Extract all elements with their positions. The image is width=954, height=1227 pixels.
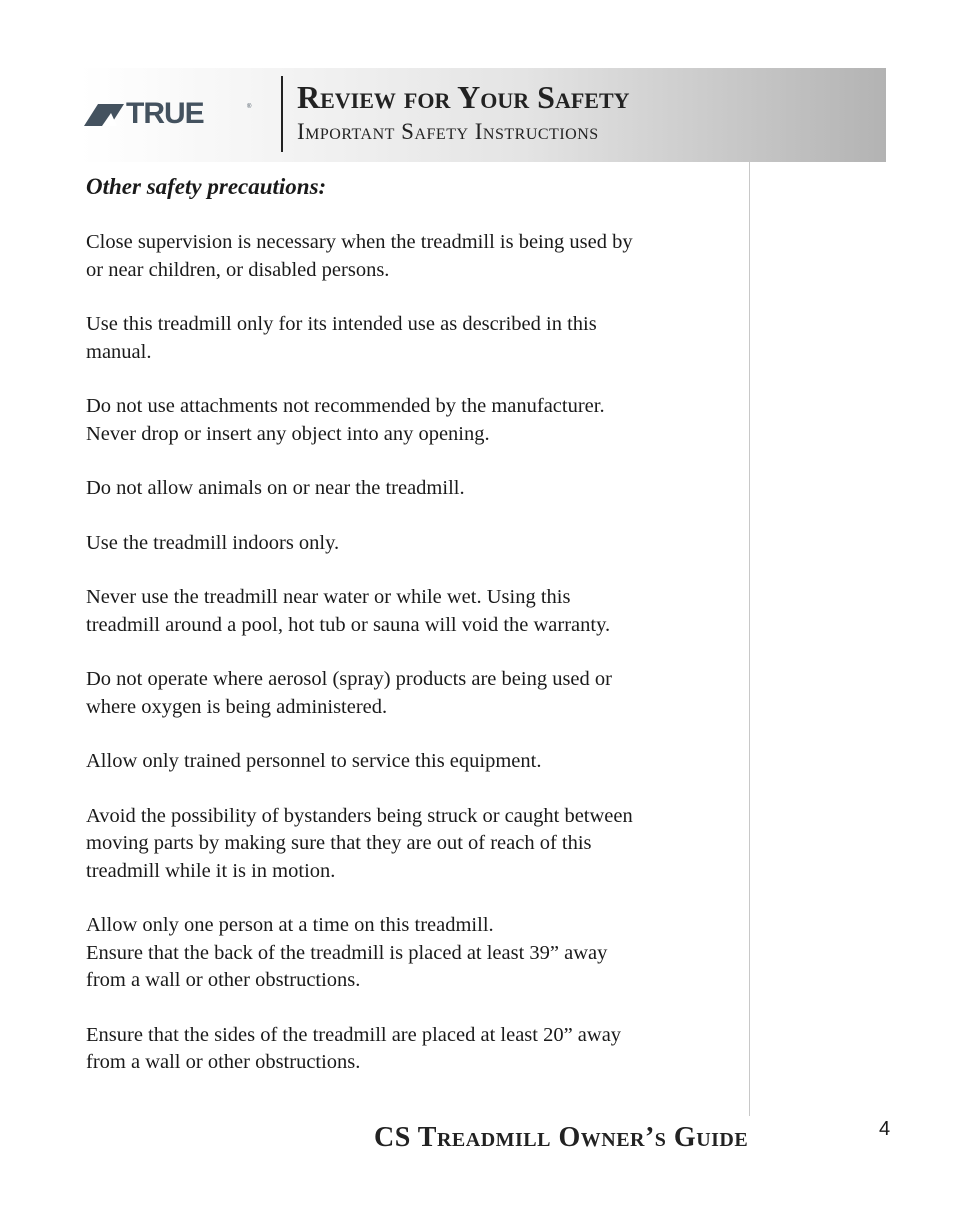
paragraph: Allow only trained personnel to service this equipment.: [86, 750, 542, 772]
paragraph: Allow only one person at a time on this treadmill. Ensure that the back of the treadmill is placed at least 39” away from a wall or other obstructions.: [86, 914, 608, 991]
safety-precautions-list: [86, 229, 726, 1104]
page-subtitle: Important Safety Instructions: [297, 119, 599, 144]
paragraph: Do not operate where aerosol (spray) products are being used or where oxygen is being administered.: [86, 668, 612, 718]
registered-mark: ®: [247, 104, 252, 110]
paragraph: Do not allow animals on or near the treadmill.: [86, 477, 465, 499]
paragraph: Never use the treadmill near water or while wet. Using this treadmill around a pool, hot tub or sauna will void the warranty.: [86, 586, 611, 636]
paragraph: Do not use attachments not recommended by the manufacturer. Never drop or insert any object into any opening.: [86, 395, 605, 445]
brand-logo: TRUE: [126, 97, 204, 130]
paragraph: Close supervision is necessary when the treadmill is being used by or near children, or disabled persons.: [86, 231, 633, 281]
section-heading: Other safety precautions:: [86, 174, 327, 199]
paragraph: Use the treadmill indoors only.: [86, 531, 340, 554]
paragraph: Ensure that the sides of the treadmill are placed at least 20” away from a wall or other obstructions.: [86, 1023, 622, 1073]
footer-title: CS Treadmill Owner’s Guide: [374, 1122, 749, 1153]
paragraph: Use this treadmill only for its intended use as described in this manual.: [86, 313, 597, 363]
page-number: 4: [879, 1118, 891, 1140]
header-divider: [281, 76, 283, 152]
paragraph: Avoid the possibility of bystanders being struck or caught between moving parts by making sure that they are out of reach of this treadmill while it is in motion.: [86, 804, 633, 882]
margin-rule: [749, 162, 750, 1116]
page-title: Review for Your Safety: [297, 79, 630, 115]
